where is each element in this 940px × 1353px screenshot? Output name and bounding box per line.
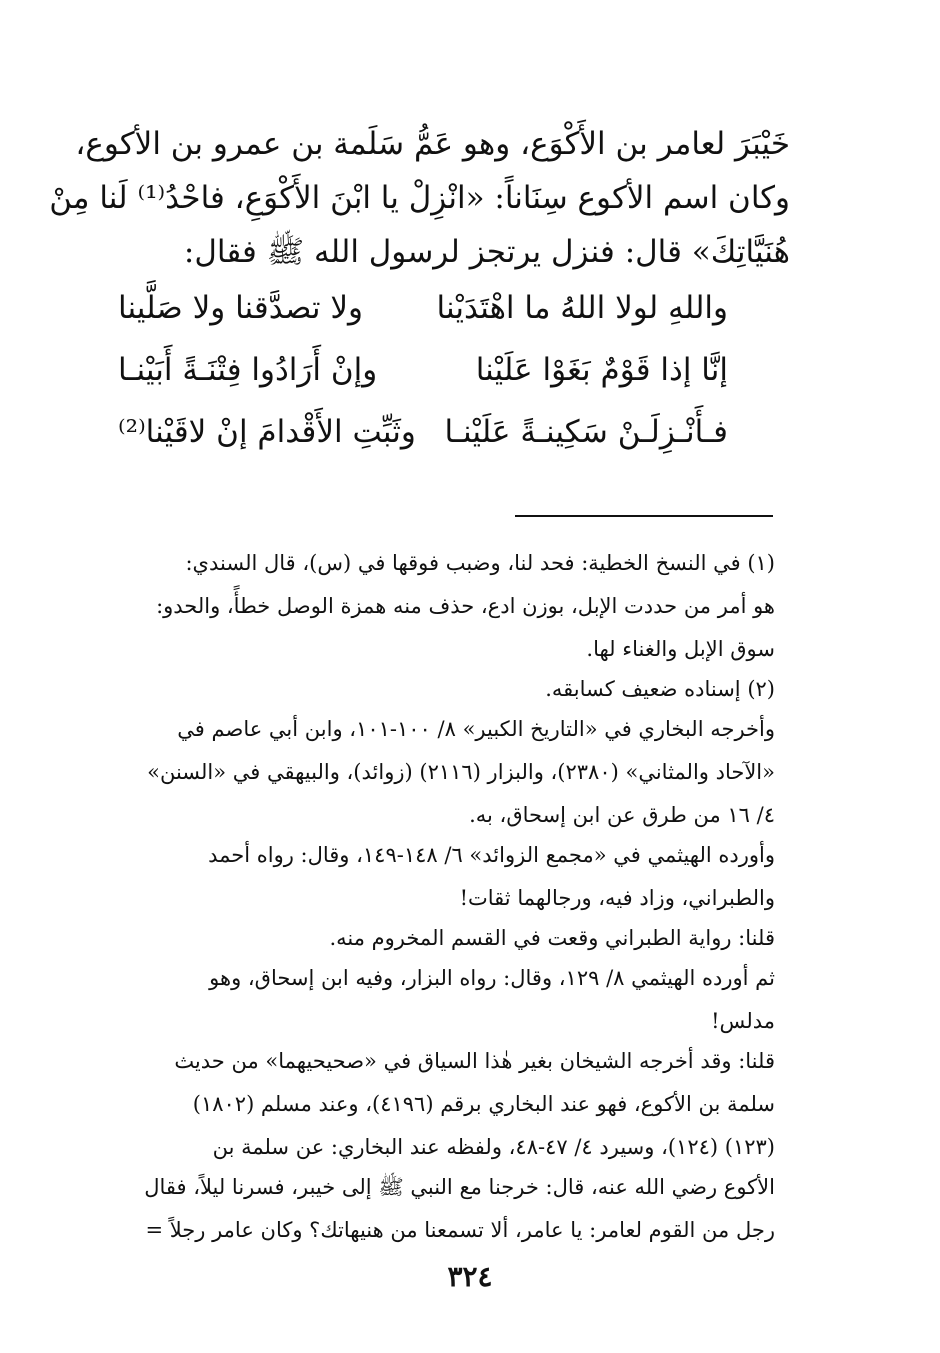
footnote-line: «الآحاد والمثاني» (٢٣٨٠)، والبزار (٢١١٦) (زوائد)، والبيهقي في «السنن» [147,760,775,784]
verse-first-hemistich: واللهِ لولا اللهُ ما اهْتَدَيْنا [436,290,728,326]
footnote-line: مدلس! [711,1009,775,1033]
page-number: ٣٢٤ [447,1260,493,1293]
footnote-line: (١٢٣) (١٢٤)، وسيرد ٤/ ٤٧-٤٨، ولفظه عند البخاري: عن سلمة بن [212,1135,775,1159]
footnote-line: رجل من القوم لعامر: يا عامر، ألا تسمعنا من هنيهاتك؟ وكان عامر رجلاً = [145,1218,775,1242]
footnote-separator [515,515,773,517]
verse-row [118,414,728,468]
verse-row [118,290,728,344]
footnote-line: (٢) إسناده ضعيف كسابقه. [545,677,775,701]
verse-first-hemistich: فـأَنْـزِلَـنْ سَكِينـةً عَلَيْنـا [444,414,728,450]
footnote-line: سلمة بن الأكوع، فهو عند البخاري برقم (٤١٩٦)، وعند مسلم (١٨٠٢) [192,1092,775,1116]
verse-row [118,352,728,406]
verse-second-hemistich: وإنْ أَرَادُوا فِتْنَـةً أَبَيْنـا [118,352,378,388]
footnote-line: وأخرجه البخاري في «التاريخ الكبير» ٨/ ١٠٠-١٠١، وابن أبي عاصم في [177,717,775,741]
main-text-line: خَيْبَرَ لعامر بن الأَكْوَع، وهو عَمُّ سَلَمة بن عمرو بن الأكوع، [75,126,790,162]
verse-second-hemistich: وثَبِّتِ الأَقْدامَ إنْ لاقَيْنا⁽²⁾ [118,414,416,450]
footnote-line: (١) في النسخ الخطية: فحد لنا، وضبب فوقها في (س)، قال السندي: [185,551,775,575]
footnote-line: قلنا: وقد أخرجه الشيخان بغير هٰذا السياق في «صحيحيهما» من حديث [174,1049,775,1073]
footnote-line: سوق الإبل والغناء لها. [586,637,775,661]
footnote-line: ٤/ ١٦ من طرق عن ابن إسحاق، به. [469,803,775,827]
verse-first-hemistich: إنَّا إذا قَوْمٌ بَغَوْا عَلَيْنا [475,352,728,388]
verse-second-hemistich: ولا تصدَّقنا ولا صَلَّينا [118,290,364,326]
footnote-line: قلنا: رواية الطبراني وقعت في القسم المخروم منه. [329,926,775,950]
footnote-line: والطبراني، وزاد فيه، ورجالهما ثقات! [459,886,775,910]
main-text-line: وكان اسم الأكوع سِنَاناً: «انْزِلْ يا ابْنَ الأَكْوَعِ، فاحْدُ⁽¹⁾ لَنا مِنْ [49,180,790,216]
main-text-line: هُنَيَّاتِكَ» قال: فنزل يرتجز لرسول الله ﷺ فقال: [183,234,790,270]
footnote-line: هو أمر من حددت الإبل، بوزن ادع، حذف منه همزة الوصل خطأً، والحدو: [156,594,775,618]
footnote-line: الأكوع رضي الله عنه، قال: خرجنا مع النبي ﷺ إلى خيبر، فسرنا ليلاً، فقال [144,1175,775,1199]
footnote-line: ثم أورده الهيثمي ٨/ ١٢٩، وقال: رواه البزار، وفيه ابن إسحاق، وهو [209,966,775,990]
footnote-line: وأورده الهيثمي في «مجمع الزوائد» ٦/ ١٤٨-١٤٩، وقال: رواه أحمد [208,843,775,867]
